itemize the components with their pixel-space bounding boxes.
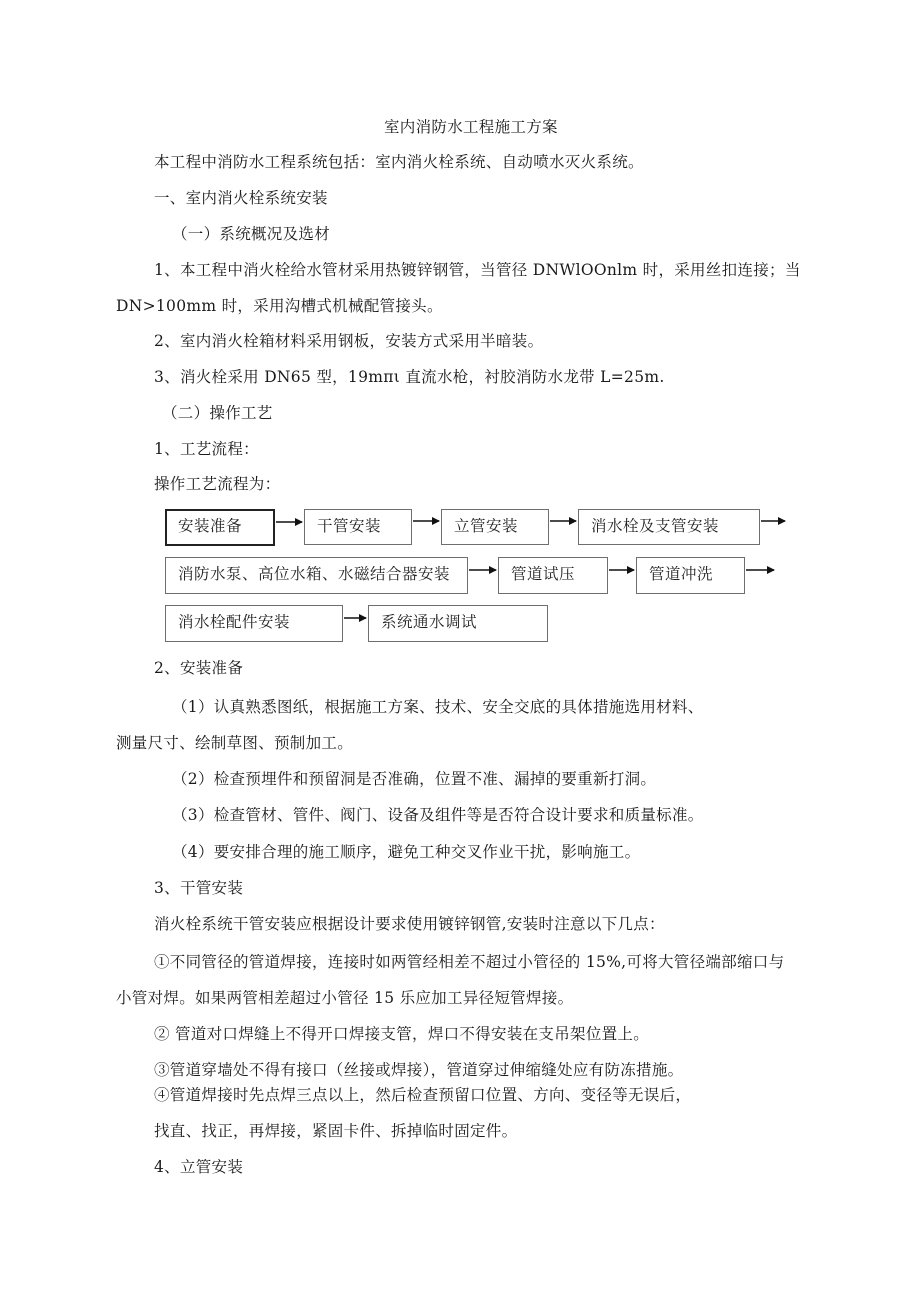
- paragraph-line: 1、本工程中消火栓给水管材采用热镀锌钢管，当管径 DNWlOOnlm 时，采用丝扣连接；当: [154, 261, 801, 279]
- page-title: 室内消防水工程施工方案: [384, 118, 558, 136]
- paragraph-heading: 3、干管安装: [154, 879, 244, 897]
- paragraph-line: （4）要安排合理的施工顺序，避免工种交叉作业干扰，影响施工。: [172, 843, 641, 861]
- paragraph-line: ④管道焊接时先点焊三点以上，然后检查预留口位置、方向、变径等无误后，: [154, 1086, 692, 1104]
- flow-box-install-prep: 安装准备: [165, 509, 275, 546]
- paragraph-line: DN>100mm 时，采用沟槽式机械配管接头。: [116, 297, 443, 315]
- flow-box-pump-tank: 消防水泵、高位水箱、水磁结合器安装: [165, 557, 468, 594]
- paragraph-heading: 4、立管安装: [154, 1158, 244, 1176]
- flow-box-fittings: 消水栓配件安装: [165, 605, 343, 642]
- paragraph-line: ② 管道对口焊缝上不得开口焊接支管，焊口不得安装在支吊架位置上。: [154, 1025, 650, 1043]
- paragraph-line: 小管对焊。如果两管相差超过小管径 15 乐应加工异径短管焊接。: [116, 989, 574, 1007]
- flow-box-flush: 管道冲洗: [636, 557, 745, 594]
- flow-box-riser-pipe: 立管安装: [441, 509, 549, 545]
- flow-box-hydrant-branch: 消水栓及支管安装: [578, 509, 760, 545]
- paragraph-heading: 2、安装准备: [154, 659, 244, 677]
- paragraph-line: ③管道穿墙处不得有接口（丝接或焊接），管道穿过伸缩缝处应有防冻措施。: [154, 1061, 684, 1079]
- paragraph-line: 消火栓系统干管安装应根据设计要求使用镀锌钢管,安装时注意以下几点：: [154, 915, 665, 933]
- section-heading: 一、室内消火栓系统安装: [154, 189, 328, 207]
- subsection-heading: （二）操作工艺: [162, 404, 273, 422]
- paragraph-line: 3、消火栓采用 DN65 型，19mπι 直流水枪，衬胶消防水龙带 L=25m.: [154, 368, 665, 386]
- paragraph-line: （3）检查管材、管件、阀门、设备及组件等是否符合设计要求和质量标准。: [172, 806, 704, 824]
- paragraph-line: ①不同管径的管道焊接，连接时如两管经相差不超过小管径的 15%,可将大管径端部缩口与: [154, 953, 785, 971]
- paragraph-line: 测量尺寸、绘制草图、预制加工。: [116, 734, 354, 752]
- flow-box-main-pipe: 干管安装: [304, 509, 412, 545]
- paragraph-line: 操作工艺流程为：: [154, 475, 281, 493]
- flow-box-commissioning: 系统通水调试: [368, 605, 548, 642]
- paragraph-line: （1）认真熟悉图纸，根据施工方案、技术、安全交底的具体措施选用材料、: [172, 698, 704, 716]
- intro-paragraph: 本工程中消防水工程系统包括：室内消火栓系统、自动喷水灭火系统。: [154, 153, 644, 171]
- paragraph-line: 找直、找正，再焊接，紧固卡件、拆掉临时固定件。: [154, 1122, 518, 1140]
- paragraph-line: 2、室内消火栓箱材料采用钢板，安装方式采用半暗装。: [154, 332, 544, 350]
- paragraph-line: 1、工艺流程：: [154, 440, 259, 458]
- subsection-heading: （一）系统概况及选材: [172, 225, 331, 243]
- flow-box-pressure-test: 管道试压: [498, 557, 608, 594]
- paragraph-line: （2）检查预埋件和预留洞是否准确，位置不准、漏掉的要重新打洞。: [172, 770, 657, 788]
